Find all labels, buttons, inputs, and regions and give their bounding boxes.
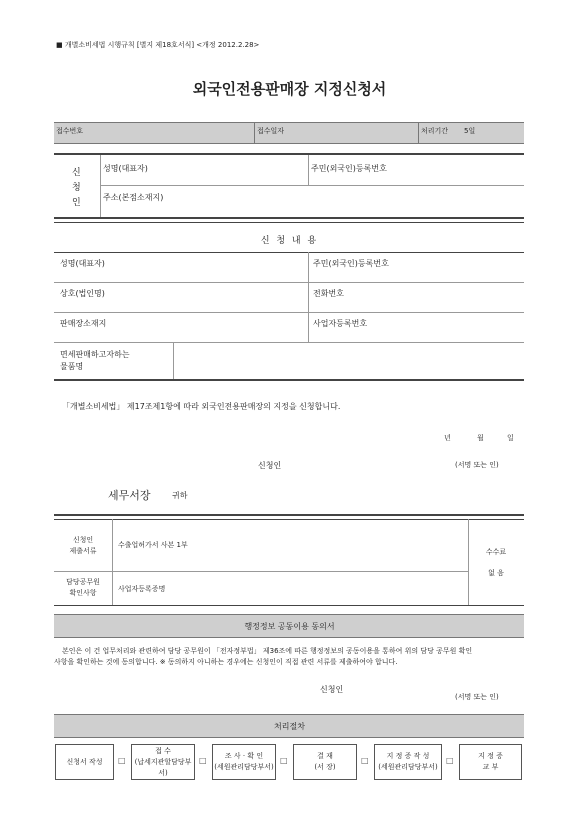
tax-office-chief: 세무서장 xyxy=(108,489,151,502)
applicant-id-label: 주민(외국인)등록번호 xyxy=(311,164,387,173)
procedure-arrow-icon: □ xyxy=(199,756,207,765)
business-owner-name-label: 성명(대표자) xyxy=(60,259,105,268)
procedure-step-investigation: 조 사 · 확 인 (세원관리담당부서) xyxy=(212,744,276,780)
procedure-arrow-icon: □ xyxy=(280,756,288,765)
applicant-signature-label: 신청인 xyxy=(258,461,282,470)
procedure-step-write-application: 신청서 작성 xyxy=(55,744,114,780)
consent-body: 본인은 이 건 업무처리와 관련하여 담당 공무원이 「전자정부법」 제36조에 따른 행정정보의 공동이용을 통하여 위의 담당 공무원 확인 xyxy=(62,647,473,655)
business-owner-id-label: 주민(외국인)등록번호 xyxy=(313,259,389,268)
official-check-value: 사업자등록증명 xyxy=(118,585,166,593)
application-statement: 「개별소비세법」 제17조제1항에 따라 외국인전용판매장의 지정을 신청합니다. xyxy=(62,402,341,411)
official-check-label: 담당공무원 확인사항 xyxy=(66,578,100,597)
fee-value: 없 음 xyxy=(488,569,504,577)
date-year: 년 xyxy=(444,434,451,442)
procedure-heading: 처리절차 xyxy=(274,722,305,731)
procedure-arrow-icon: □ xyxy=(118,756,126,765)
receipt-number-label: 접수번호 xyxy=(56,127,84,135)
consent-applicant-label: 신청인 xyxy=(320,685,344,694)
procedure-step-receipt: 접 수 (납세지관할담당부서) xyxy=(131,744,195,780)
business-registration-label: 사업자등록번호 xyxy=(313,319,368,328)
consent-signature-or-seal: (서명 또는 인) xyxy=(455,693,499,701)
application-contents-heading: 신 청 내 용 xyxy=(260,236,319,246)
signature-or-seal: (서명 또는 인) xyxy=(455,461,499,469)
consent-heading: 행정정보 공동이용 동의서 xyxy=(244,622,335,631)
procedure-arrow-icon: □ xyxy=(446,756,454,765)
procedure-step-approval: 결 재 (서 장) xyxy=(293,744,357,780)
date-month: 월 xyxy=(477,434,484,442)
receipt-date-label: 접수일자 xyxy=(257,127,285,135)
processing-period-label: 처리기간 xyxy=(421,127,449,135)
duty-free-goods-label: 면세판매하고자하는 물품명 xyxy=(60,350,130,371)
applicant-address-label: 주소(본점소재지) xyxy=(103,193,164,202)
procedure-step-certificate-issuance: 지 정 증 교 부 xyxy=(459,744,522,780)
processing-period-value: 5일 xyxy=(464,127,476,135)
applicant-documents-value: 수출업허가서 사본 1부 xyxy=(118,541,188,549)
form-reference-note: ■ 개별소비세법 시행규칙 [별지 제18호서식] <개정 2012.2.28> xyxy=(56,41,260,49)
company-name-label: 상호(법인명) xyxy=(60,289,105,298)
receipt-bar xyxy=(54,122,524,144)
procedure-step-certificate-preparation: 지 정 증 작 성 (세원관리담당부서) xyxy=(374,744,442,780)
fee-label: 수수료 xyxy=(485,548,507,556)
page-title: 외국인전용판매장 지정신청서 xyxy=(192,80,387,98)
applicant-documents-label: 신청인 제출서류 xyxy=(69,536,97,555)
procedure-arrow-icon: □ xyxy=(361,756,369,765)
date-day: 일 xyxy=(507,434,514,442)
phone-number-label: 전화번호 xyxy=(313,289,344,298)
applicant-section-label: 신 청 인 xyxy=(72,168,81,208)
applicant-name-label: 성명(대표자) xyxy=(103,164,148,173)
store-location-label: 판매장소재지 xyxy=(60,319,107,328)
addressee-honorific: 귀하 xyxy=(172,491,188,500)
consent-body-second: 사항을 확인하는 것에 동의합니다. ※ 동의하지 아니하는 경우에는 신청인이 직접 관련 서류를 제출하여야 합니다. xyxy=(54,658,398,666)
